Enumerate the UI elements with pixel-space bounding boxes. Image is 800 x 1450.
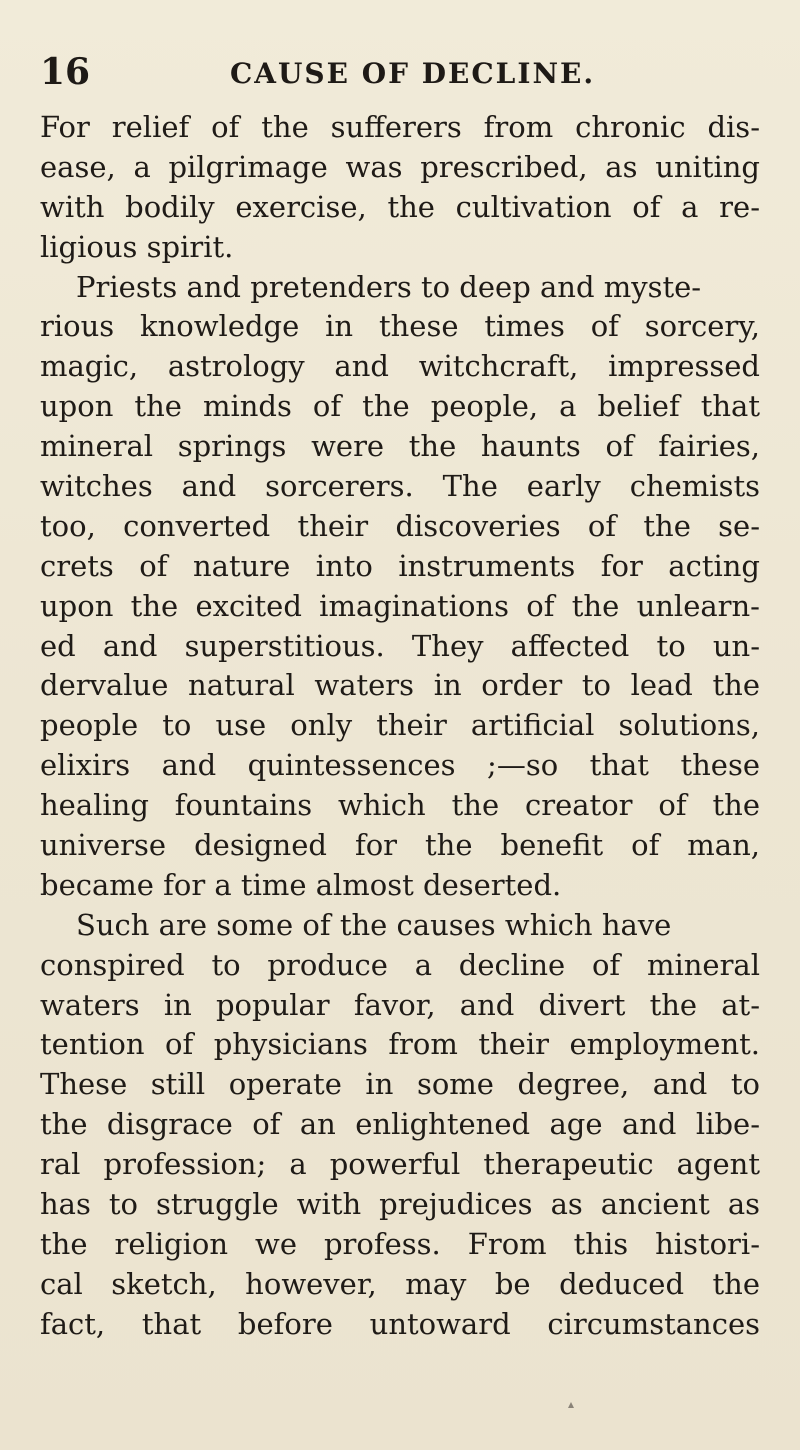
- text-line: ral profession; a powerful therapeutic agent: [40, 1147, 760, 1182]
- text-line: has to struggle with prejudices as ancient as: [40, 1187, 760, 1222]
- text-line: crets of nature into instruments for acting: [40, 548, 760, 583]
- text-line: fact, that before untoward circumstances: [40, 1306, 760, 1341]
- print-mark: [568, 1402, 574, 1408]
- text-line: upon the excited imaginations of the unlearn-: [40, 588, 760, 623]
- text-line: ligious spirit.: [40, 229, 234, 264]
- text-line: waters in popular favor, and divert the at-: [40, 987, 760, 1022]
- text-line: dervalue natural waters in order to lead the: [40, 668, 760, 703]
- text-line: universe designed for the benefit of man,: [40, 828, 760, 863]
- text-line: magic, astrology and witchcraft, impressed: [40, 349, 760, 384]
- text-line: the religion we profess. From this histori-: [40, 1226, 760, 1261]
- text-line: For relief of the sufferers from chronic dis-: [40, 110, 760, 144]
- text-line: Priests and pretenders to deep and myste-: [76, 269, 702, 304]
- text-line: These still operate in some degree, and to: [40, 1067, 760, 1102]
- text-line: healing fountains which the creator of the: [40, 788, 760, 823]
- text-line: ed and superstitious. They affected to un-: [40, 628, 760, 663]
- text-line: people to use only their artificial solutions,: [40, 708, 760, 743]
- text-line: too, converted their discoveries of the se-: [40, 508, 760, 543]
- text-line: mineral springs were the haunts of fairies,: [40, 429, 760, 464]
- text-line: became for a time almost deserted.: [40, 867, 562, 902]
- text-line: witches and sorcerers. The early chemists: [40, 469, 760, 504]
- text-line: tention of physicians from their employment.: [40, 1027, 760, 1062]
- text-line: ease, a pilgrimage was prescribed, as uniting: [40, 149, 760, 184]
- running-title: CAUSE OF DECLINE.: [230, 57, 596, 90]
- text-line: cal sketch, however, may be deduced the: [40, 1266, 760, 1301]
- running-head: [40, 52, 760, 102]
- text-line: elixirs and quintessences ;—so that these: [40, 748, 760, 783]
- text-line: rious knowledge in these times of sorcery,: [40, 309, 760, 344]
- body-text: [40, 108, 760, 1345]
- text-line: conspired to produce a decline of mineral: [40, 947, 760, 982]
- text-line: upon the minds of the people, a belief that: [40, 389, 760, 424]
- page-number: 16: [40, 51, 91, 93]
- text-line: the disgrace of an enlightened age and libe-: [40, 1107, 760, 1142]
- text-line: with bodily exercise, the cultivation of a re-: [40, 189, 760, 224]
- text-line: Such are some of the causes which have: [76, 907, 672, 942]
